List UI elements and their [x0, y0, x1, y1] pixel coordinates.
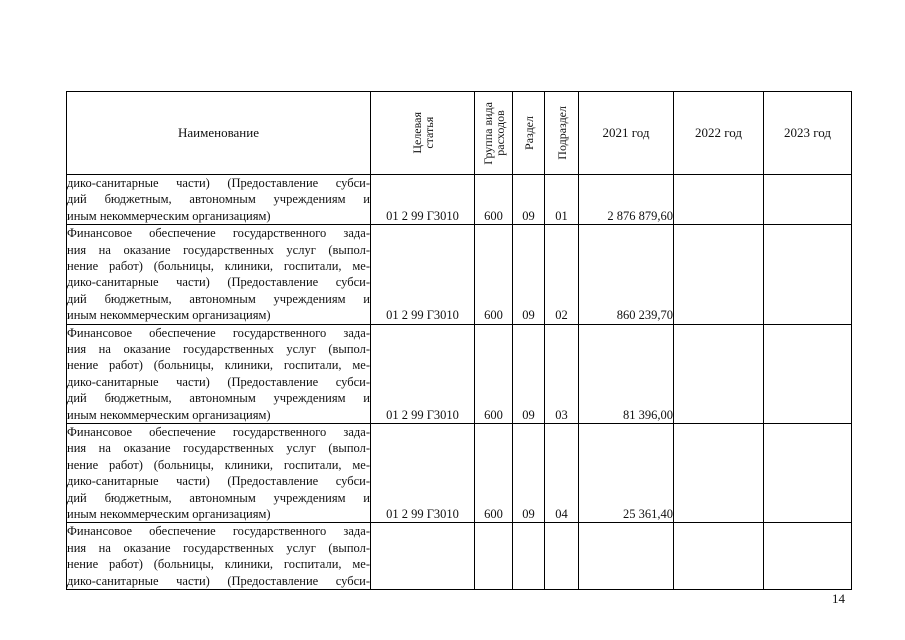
row-amount-2022: [674, 523, 764, 590]
row-target-article: [371, 523, 475, 590]
row-amount-2021-value: 2 876 879,60: [607, 208, 673, 223]
header-section: [513, 92, 545, 175]
row-expense-group-value: [475, 573, 512, 589]
description-line: ния на оказание государственных услуг (выпол-: [67, 441, 370, 456]
row-expense-group-value: 600: [484, 308, 503, 323]
page-number: 14: [832, 591, 845, 606]
header-target-article: [371, 92, 475, 175]
description-line: дико-санитарные части) (Предоставление субси-: [67, 275, 370, 290]
row-expense-group: [475, 175, 513, 225]
row-expense-group: [475, 423, 513, 522]
row-target-article-value: [371, 573, 474, 589]
description-line: Финансовое обеспечение государственного зада-: [67, 325, 370, 340]
description-line: ния на оказание государственных услуг (выпол-: [67, 341, 370, 356]
table-body: [67, 175, 852, 590]
description-line: ния на оказание государственных услуг (выпол-: [67, 242, 370, 257]
row-section-value: 09: [522, 208, 535, 223]
row-amount-2023-value: [764, 208, 851, 224]
row-target-article-value: 01 2 99 Г3010: [386, 308, 459, 323]
row-subsection-value: [545, 573, 578, 589]
header-subsection-label: Подраздел: [554, 106, 569, 160]
header-year-2022-label: 2022 год: [695, 125, 742, 140]
header-year-2021: [579, 92, 674, 175]
row-subsection: [545, 225, 579, 324]
row-amount-2022: [674, 225, 764, 324]
table-row: [67, 175, 852, 225]
row-amount-2022: [674, 423, 764, 522]
description-line: дий бюджетным, автономным учреждениям и: [67, 192, 370, 207]
description-line: иным некоммерческим организациям): [67, 308, 271, 323]
row-amount-2021: [579, 423, 674, 522]
header-expense-group-label: Группа вида расходов: [480, 101, 507, 165]
description-line: Финансовое обеспечение государственного зада-: [67, 226, 370, 241]
row-amount-2022-value: [674, 407, 763, 423]
row-amount-2023-value: [764, 407, 851, 423]
header-target-article-label: Целевая статья: [409, 112, 436, 154]
table-row: [67, 523, 852, 590]
description-line: дико-санитарные части) (Предоставление субси-: [67, 474, 370, 489]
row-amount-2022: [674, 324, 764, 423]
header-name: [67, 92, 371, 175]
row-section-value: [513, 573, 544, 589]
row-amount-2021: [579, 175, 674, 225]
row-amount-2021: [579, 324, 674, 423]
row-target-article-value: 01 2 99 Г3010: [386, 208, 459, 223]
row-amount-2022-value: [674, 506, 763, 522]
row-amount-2021-value: 25 361,40: [623, 506, 673, 521]
row-amount-2021-value: [579, 573, 673, 589]
row-subsection-value: 01: [555, 208, 568, 223]
row-subsection: [545, 324, 579, 423]
row-amount-2022-value: [674, 573, 763, 589]
row-amount-2023: [764, 324, 852, 423]
row-section: [513, 324, 545, 423]
description-line: нение работ) (больницы, клиники, госпитали, ме-: [67, 557, 370, 572]
header-subsection: [545, 92, 579, 175]
description-line: дий бюджетным, автономным учреждениям и: [67, 291, 370, 306]
row-target-article-value: 01 2 99 Г3010: [386, 407, 459, 422]
description-line: ния на оказание государственных услуг (выпол-: [67, 540, 370, 555]
header-year-2023-label: 2023 год: [784, 125, 831, 140]
row-amount-2022-value: [674, 307, 763, 323]
row-expense-group: [475, 523, 513, 590]
table-row: [67, 324, 852, 423]
row-section: [513, 175, 545, 225]
row-subsection: [545, 423, 579, 522]
description-line: нение работ) (больницы, клиники, госпитали, ме-: [67, 358, 370, 373]
row-amount-2021: [579, 225, 674, 324]
row-target-article: [371, 423, 475, 522]
row-section-value: 09: [522, 407, 535, 422]
row-expense-group: [475, 225, 513, 324]
header-year-2023: [764, 92, 852, 175]
row-amount-2023: [764, 175, 852, 225]
row-section: [513, 523, 545, 590]
description-line: нение работ) (больницы, клиники, госпитали, ме-: [67, 457, 370, 472]
row-section-value: 09: [522, 506, 535, 521]
row-amount-2021-value: 860 239,70: [616, 308, 673, 323]
description-line: иным некоммерческим организациям): [67, 208, 271, 223]
description-line: иным некоммерческим организациям): [67, 407, 271, 422]
row-description: [67, 523, 371, 590]
row-target-article: [371, 175, 475, 225]
description-line: иным некоммерческим организациям): [67, 506, 271, 521]
row-subsection-value: 02: [555, 308, 568, 323]
row-amount-2023: [764, 225, 852, 324]
row-target-article-value: 01 2 99 Г3010: [386, 506, 459, 521]
row-description: [67, 175, 371, 225]
row-amount-2022: [674, 175, 764, 225]
row-amount-2022-value: [674, 208, 763, 224]
description-line: дико-санитарные части) (Предоставление субси-: [67, 573, 370, 588]
description-line: дико-санитарные части) (Предоставление субси-: [67, 374, 370, 389]
budget-table: [66, 91, 852, 590]
row-amount-2023-value: [764, 506, 851, 522]
row-section: [513, 225, 545, 324]
header-expense-group: [475, 92, 513, 175]
description-line: дико-санитарные части) (Предоставление субси-: [67, 176, 370, 190]
row-amount-2023: [764, 523, 852, 590]
row-amount-2021-value: 81 396,00: [623, 407, 673, 422]
row-target-article: [371, 324, 475, 423]
header-name-label: Наименование: [178, 125, 259, 140]
header-year-2022: [674, 92, 764, 175]
description-line: нение работ) (больницы, клиники, госпитали, ме-: [67, 258, 370, 273]
table-row: [67, 225, 852, 324]
row-description: [67, 225, 371, 324]
table-row: [67, 423, 852, 522]
row-subsection: [545, 523, 579, 590]
row-subsection-value: 04: [555, 506, 568, 521]
row-expense-group: [475, 324, 513, 423]
row-subsection-value: 03: [555, 407, 568, 422]
description-line: дий бюджетным, автономным учреждениям и: [67, 490, 370, 505]
row-amount-2023-value: [764, 573, 851, 589]
row-amount-2021: [579, 523, 674, 590]
row-section: [513, 423, 545, 522]
row-target-article: [371, 225, 475, 324]
row-description: [67, 423, 371, 522]
row-description: [67, 324, 371, 423]
row-subsection: [545, 175, 579, 225]
row-amount-2023: [764, 423, 852, 522]
header-section-label: Раздел: [521, 116, 536, 150]
row-expense-group-value: 600: [484, 407, 503, 422]
description-line: Финансовое обеспечение государственного зада-: [67, 424, 370, 439]
row-expense-group-value: 600: [484, 506, 503, 521]
table-header-row: [67, 92, 852, 175]
row-section-value: 09: [522, 308, 535, 323]
description-line: дий бюджетным, автономным учреждениям и: [67, 391, 370, 406]
row-amount-2023-value: [764, 307, 851, 323]
description-line: Финансовое обеспечение государственного зада-: [67, 524, 370, 539]
row-expense-group-value: 600: [484, 208, 503, 223]
header-year-2021-label: 2021 год: [602, 125, 650, 140]
